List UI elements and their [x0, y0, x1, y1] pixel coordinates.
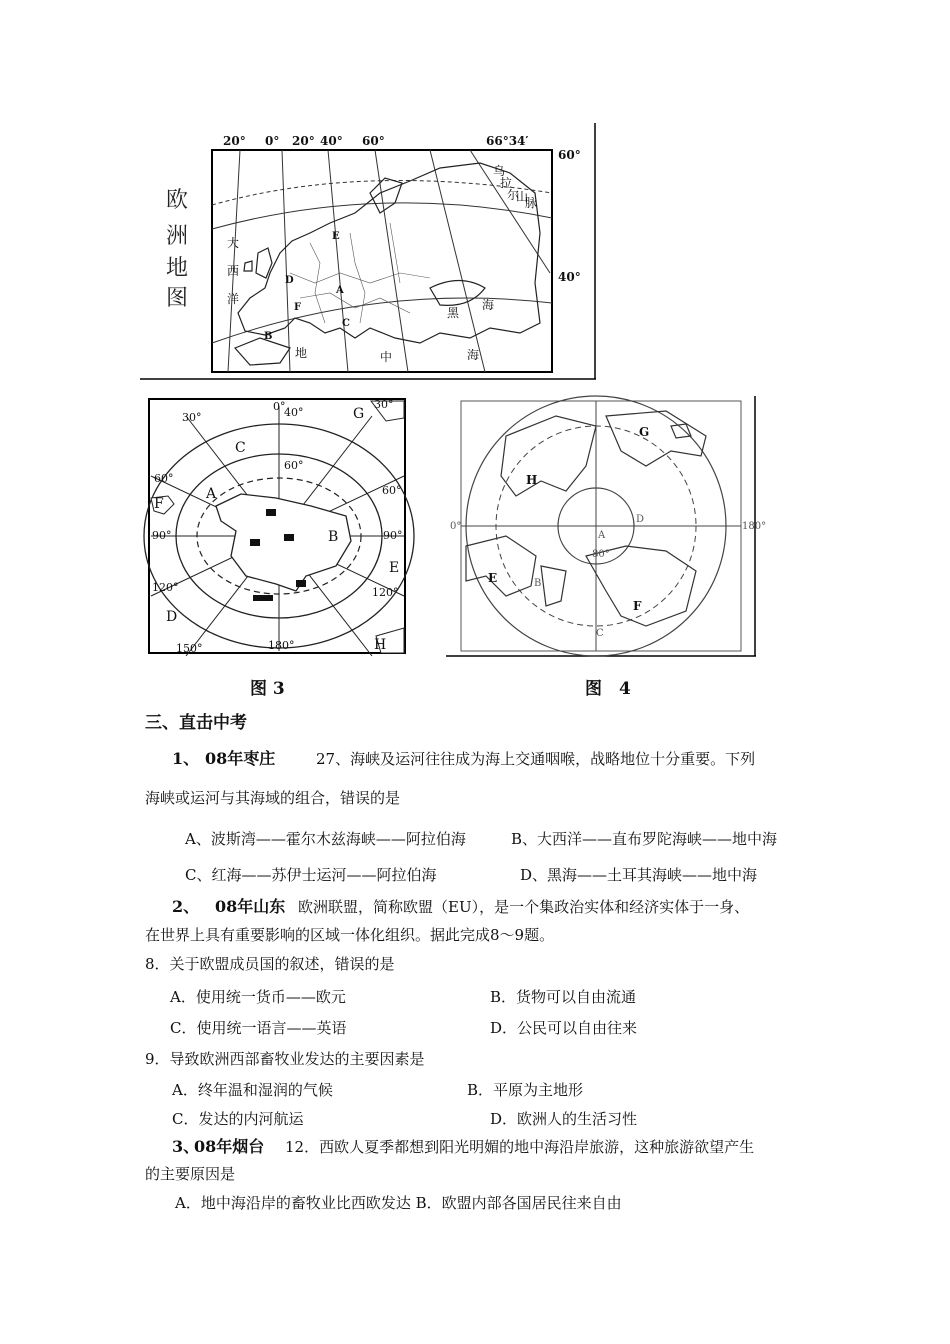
lon-label: 0°	[450, 521, 462, 532]
point-label: G	[639, 425, 650, 439]
lon-label: 40°	[320, 134, 343, 148]
figure4-caption: 图 4	[585, 679, 631, 699]
point-label: G	[353, 406, 365, 422]
sea-label: 海	[482, 298, 495, 312]
point-label: E	[332, 231, 340, 242]
q1-stem-line1: 27、海峡及运河往往成为海上交通咽喉，战略地位十分重要。下列	[316, 750, 756, 768]
lat-label: 40°	[558, 270, 581, 284]
lon-label: 20°	[292, 134, 315, 148]
europe-map-figure	[140, 123, 597, 380]
point-label: E	[389, 560, 400, 576]
q2-stem-line1: 欧洲联盟，简称欧盟（EU），是一个集政治实体和经济实体于一身、	[298, 898, 750, 916]
map-title-char: 欧	[166, 188, 189, 213]
point-label: H	[526, 473, 538, 487]
mountain-label: 乌	[493, 164, 506, 178]
figure3-caption: 图 3	[250, 679, 285, 699]
mountain-label: 尔	[507, 188, 520, 202]
point-label: H	[374, 637, 387, 653]
mountain-label: 脉	[525, 196, 538, 210]
lon-label: 60°	[362, 134, 385, 148]
lon-label: 30°	[182, 411, 202, 424]
point-label: D	[166, 609, 178, 625]
lon-label: 120°	[372, 586, 399, 599]
ocean-label: 洋	[227, 292, 240, 306]
point-label: E	[488, 571, 498, 585]
point-label: F	[294, 302, 302, 313]
map-title-char: 地	[166, 256, 189, 281]
point-label: B	[328, 529, 339, 545]
ocean-label: 大	[227, 236, 240, 250]
q8-stem: 8．关于欧盟成员国的叙述，错误的是	[145, 955, 395, 973]
point-label: A	[598, 530, 606, 541]
point-label: B	[264, 331, 273, 342]
lon-label: 60°	[284, 459, 304, 472]
point-label: C	[596, 628, 604, 639]
mountain-label: 山	[516, 190, 529, 204]
q8-option-d: D．公民可以自由往来	[490, 1019, 638, 1037]
q1-option-d: D、黑海——土耳其海峡——地中海	[520, 866, 758, 884]
point-label: C	[342, 318, 350, 329]
map-title-char: 图	[166, 286, 189, 311]
map-title-char: 洲	[166, 224, 189, 249]
figure3	[146, 396, 408, 656]
lat-label: 80°	[592, 549, 610, 560]
ocean-label: 西	[227, 264, 240, 278]
q8-option-a: A．使用统一货币——欧元	[170, 988, 346, 1006]
point-label: D	[285, 275, 294, 286]
lon-label: 90°	[152, 529, 172, 542]
lon-label: 180°	[742, 521, 767, 532]
q1-option-b: B、大西洋——直布罗陀海峡——地中海	[511, 830, 778, 848]
figure4	[446, 396, 767, 658]
point-label: D	[636, 514, 645, 525]
point-label: B	[534, 578, 542, 589]
mountain-label: 拉	[500, 176, 513, 190]
q1-option-a: A、波斯湾——霍尔木兹海峡——阿拉伯海	[185, 830, 466, 848]
sea-label: 地	[295, 346, 308, 360]
q3-options-ab: A．地中海沿岸的畜牧业比西欧发达 B．欧盟内部各国居民往来自由	[175, 1194, 622, 1212]
europe-map	[140, 123, 597, 380]
lon-label: 30°	[374, 398, 394, 411]
lon-label: 0°	[265, 134, 280, 148]
lon-label: 150°	[176, 642, 203, 655]
q3-stem-line2: 的主要原因是	[145, 1165, 236, 1183]
arctic-map	[446, 396, 767, 658]
sea-label: 黑	[447, 306, 460, 320]
sea-label: 中	[380, 350, 393, 364]
q8-option-b: B．货物可以自由流通	[490, 988, 637, 1006]
point-label: F	[154, 496, 164, 512]
lon-label: 120°	[152, 581, 179, 594]
q9-option-c: C．发达的内河航运	[172, 1110, 304, 1128]
q9-option-b: B．平原为主地形	[467, 1081, 584, 1099]
q3-number: 3、	[172, 1137, 200, 1156]
q2-source: 08年山东	[215, 897, 286, 916]
q1-option-c: C、红海——苏伊士运河——阿拉伯海	[185, 866, 437, 884]
q1-number: 1、	[172, 749, 200, 768]
q9-option-a: A．终年温和湿润的气候	[172, 1081, 333, 1099]
lon-label: 60°	[154, 472, 174, 485]
q3-stem-line1: 12．西欧人夏季都想到阳光明媚的地中海沿岸旅游，这种旅游欲望产生	[285, 1138, 755, 1156]
point-label: C	[235, 440, 246, 456]
section-heading: 三、直击中考	[145, 713, 247, 733]
lon-label: 180°	[268, 639, 295, 652]
lon-label: 0°	[273, 400, 286, 413]
q1-source: 08年枣庄	[205, 749, 276, 768]
point-label: A	[336, 285, 344, 296]
antarctic-map	[146, 396, 408, 656]
point-label: F	[633, 599, 642, 613]
lon-label: 66°34′	[486, 134, 529, 148]
q9-stem: 9．导致欧洲西部畜牧业发达的主要因素是	[145, 1050, 425, 1068]
lat-label: 60°	[558, 148, 581, 162]
lon-label: 60°	[382, 484, 402, 497]
q1-stem-line2: 海峡或运河与其海域的组合，错误的是	[145, 789, 401, 807]
q9-option-d: D．欧洲人的生活习性	[490, 1110, 638, 1128]
lon-label: 40°	[284, 406, 304, 419]
q2-number: 2、	[172, 897, 200, 916]
sea-label: 海	[467, 348, 480, 362]
q2-stem-line2: 在世界上具有重要影响的区域一体化组织。据此完成8～9题。	[145, 926, 555, 944]
lon-label: 90°	[383, 529, 403, 542]
point-label: A	[206, 486, 217, 502]
q8-option-c: C．使用统一语言——英语	[170, 1019, 347, 1037]
lon-label: 20°	[223, 134, 246, 148]
q3-source: 08年烟台	[194, 1137, 265, 1156]
